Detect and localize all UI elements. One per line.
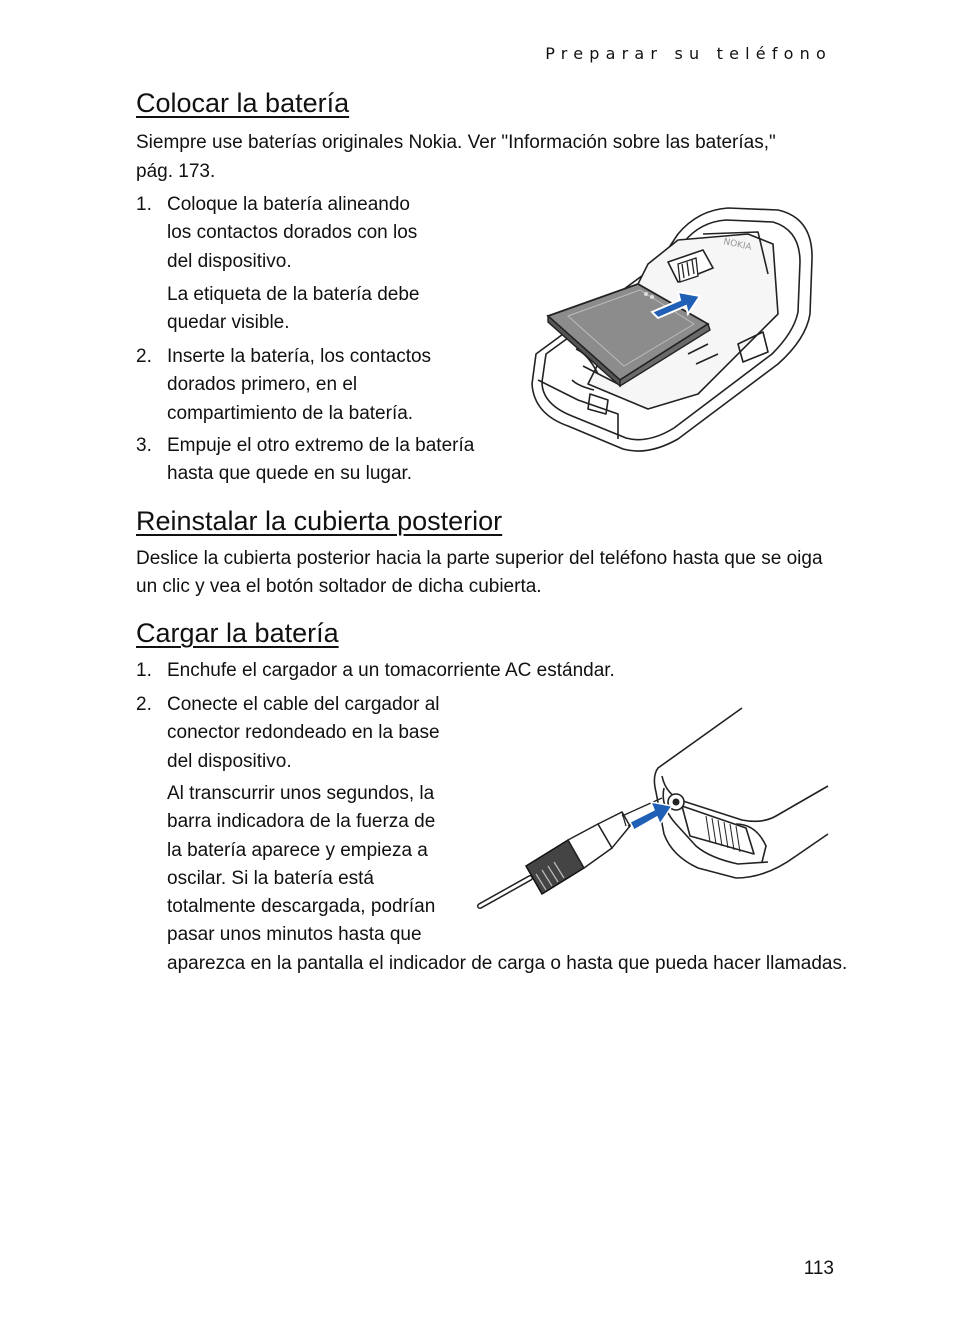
charge-step-2 [167, 691, 440, 776]
phone-brand-text: NOKIA [722, 237, 753, 253]
step-line: del dispositivo. [167, 750, 292, 772]
step-number: 2. [136, 346, 152, 367]
step-line: Empuje el otro extremo de la batería [167, 435, 475, 456]
step-line: Coloque la batería alineando [167, 194, 410, 215]
step-line: del dispositivo. [167, 250, 292, 272]
battery-step-2 [167, 343, 431, 428]
battery-step-3 [167, 432, 474, 489]
note-line: quedar visible. [167, 312, 290, 334]
battery-insert-illustration [528, 204, 820, 458]
battery-intro-line1: Siempre use baterías originales Nokia. Ver "Información sobre las baterías," [136, 132, 776, 153]
step-line: hasta que quede en su lugar. [167, 463, 413, 485]
back-cover-line2: un clic y vea el botón soltador de dicha cubierta. [136, 576, 542, 597]
battery-intro-line2: pág. 173. [136, 161, 216, 182]
running-header: Preparar su teléfono [545, 44, 832, 63]
note-line: oscilar. Si la batería está [167, 867, 374, 889]
charge-step-1 [167, 657, 615, 685]
step-line: Enchufe el cargador a un tomacorriente AC estándar. [167, 660, 615, 681]
step-line: los contactos dorados con los [167, 222, 418, 244]
charger-arrow-icon [630, 802, 672, 830]
back-cover-line1: Deslice la cubierta posterior hacia la parte superior del teléfono hasta que se oiga [136, 548, 823, 569]
note-line: La etiqueta de la batería debe [167, 284, 420, 305]
step-line: compartimiento de la batería. [167, 402, 414, 424]
note-line: aparezca en la pantalla el indicador de carga o hasta que pueda hacer llamadas. [167, 952, 848, 974]
section-title-charge-battery: Cargar la batería [136, 618, 339, 648]
step-number: 1. [136, 660, 152, 681]
battery-step-1-note [167, 281, 419, 338]
step-line: Inserte la batería, los contactos [167, 346, 432, 367]
note-line: barra indicadora de la fuerza de [167, 811, 436, 833]
step-line: conector redondeado en la base [167, 722, 440, 744]
page-number: 113 [803, 1258, 834, 1279]
section-title-battery-insert: Colocar la batería [136, 88, 350, 118]
section-title-back-cover: Reinstalar la cubierta posterior [136, 506, 503, 536]
step-line: dorados primero, en el [167, 374, 358, 396]
battery-step-1 [167, 191, 417, 276]
step-number: 1. [136, 194, 152, 215]
step-number: 3. [136, 435, 152, 456]
step-number: 2. [136, 694, 152, 715]
note-line: la batería aparece y empieza a [167, 839, 428, 861]
charger-illustration [476, 706, 832, 916]
note-line: pasar unos minutos hasta que [167, 924, 422, 946]
note-line: Al transcurrir unos segundos, la [167, 783, 435, 804]
step-line: Conecte el cable del cargador al [167, 694, 440, 715]
note-line: totalmente descargada, podrían [167, 896, 436, 918]
